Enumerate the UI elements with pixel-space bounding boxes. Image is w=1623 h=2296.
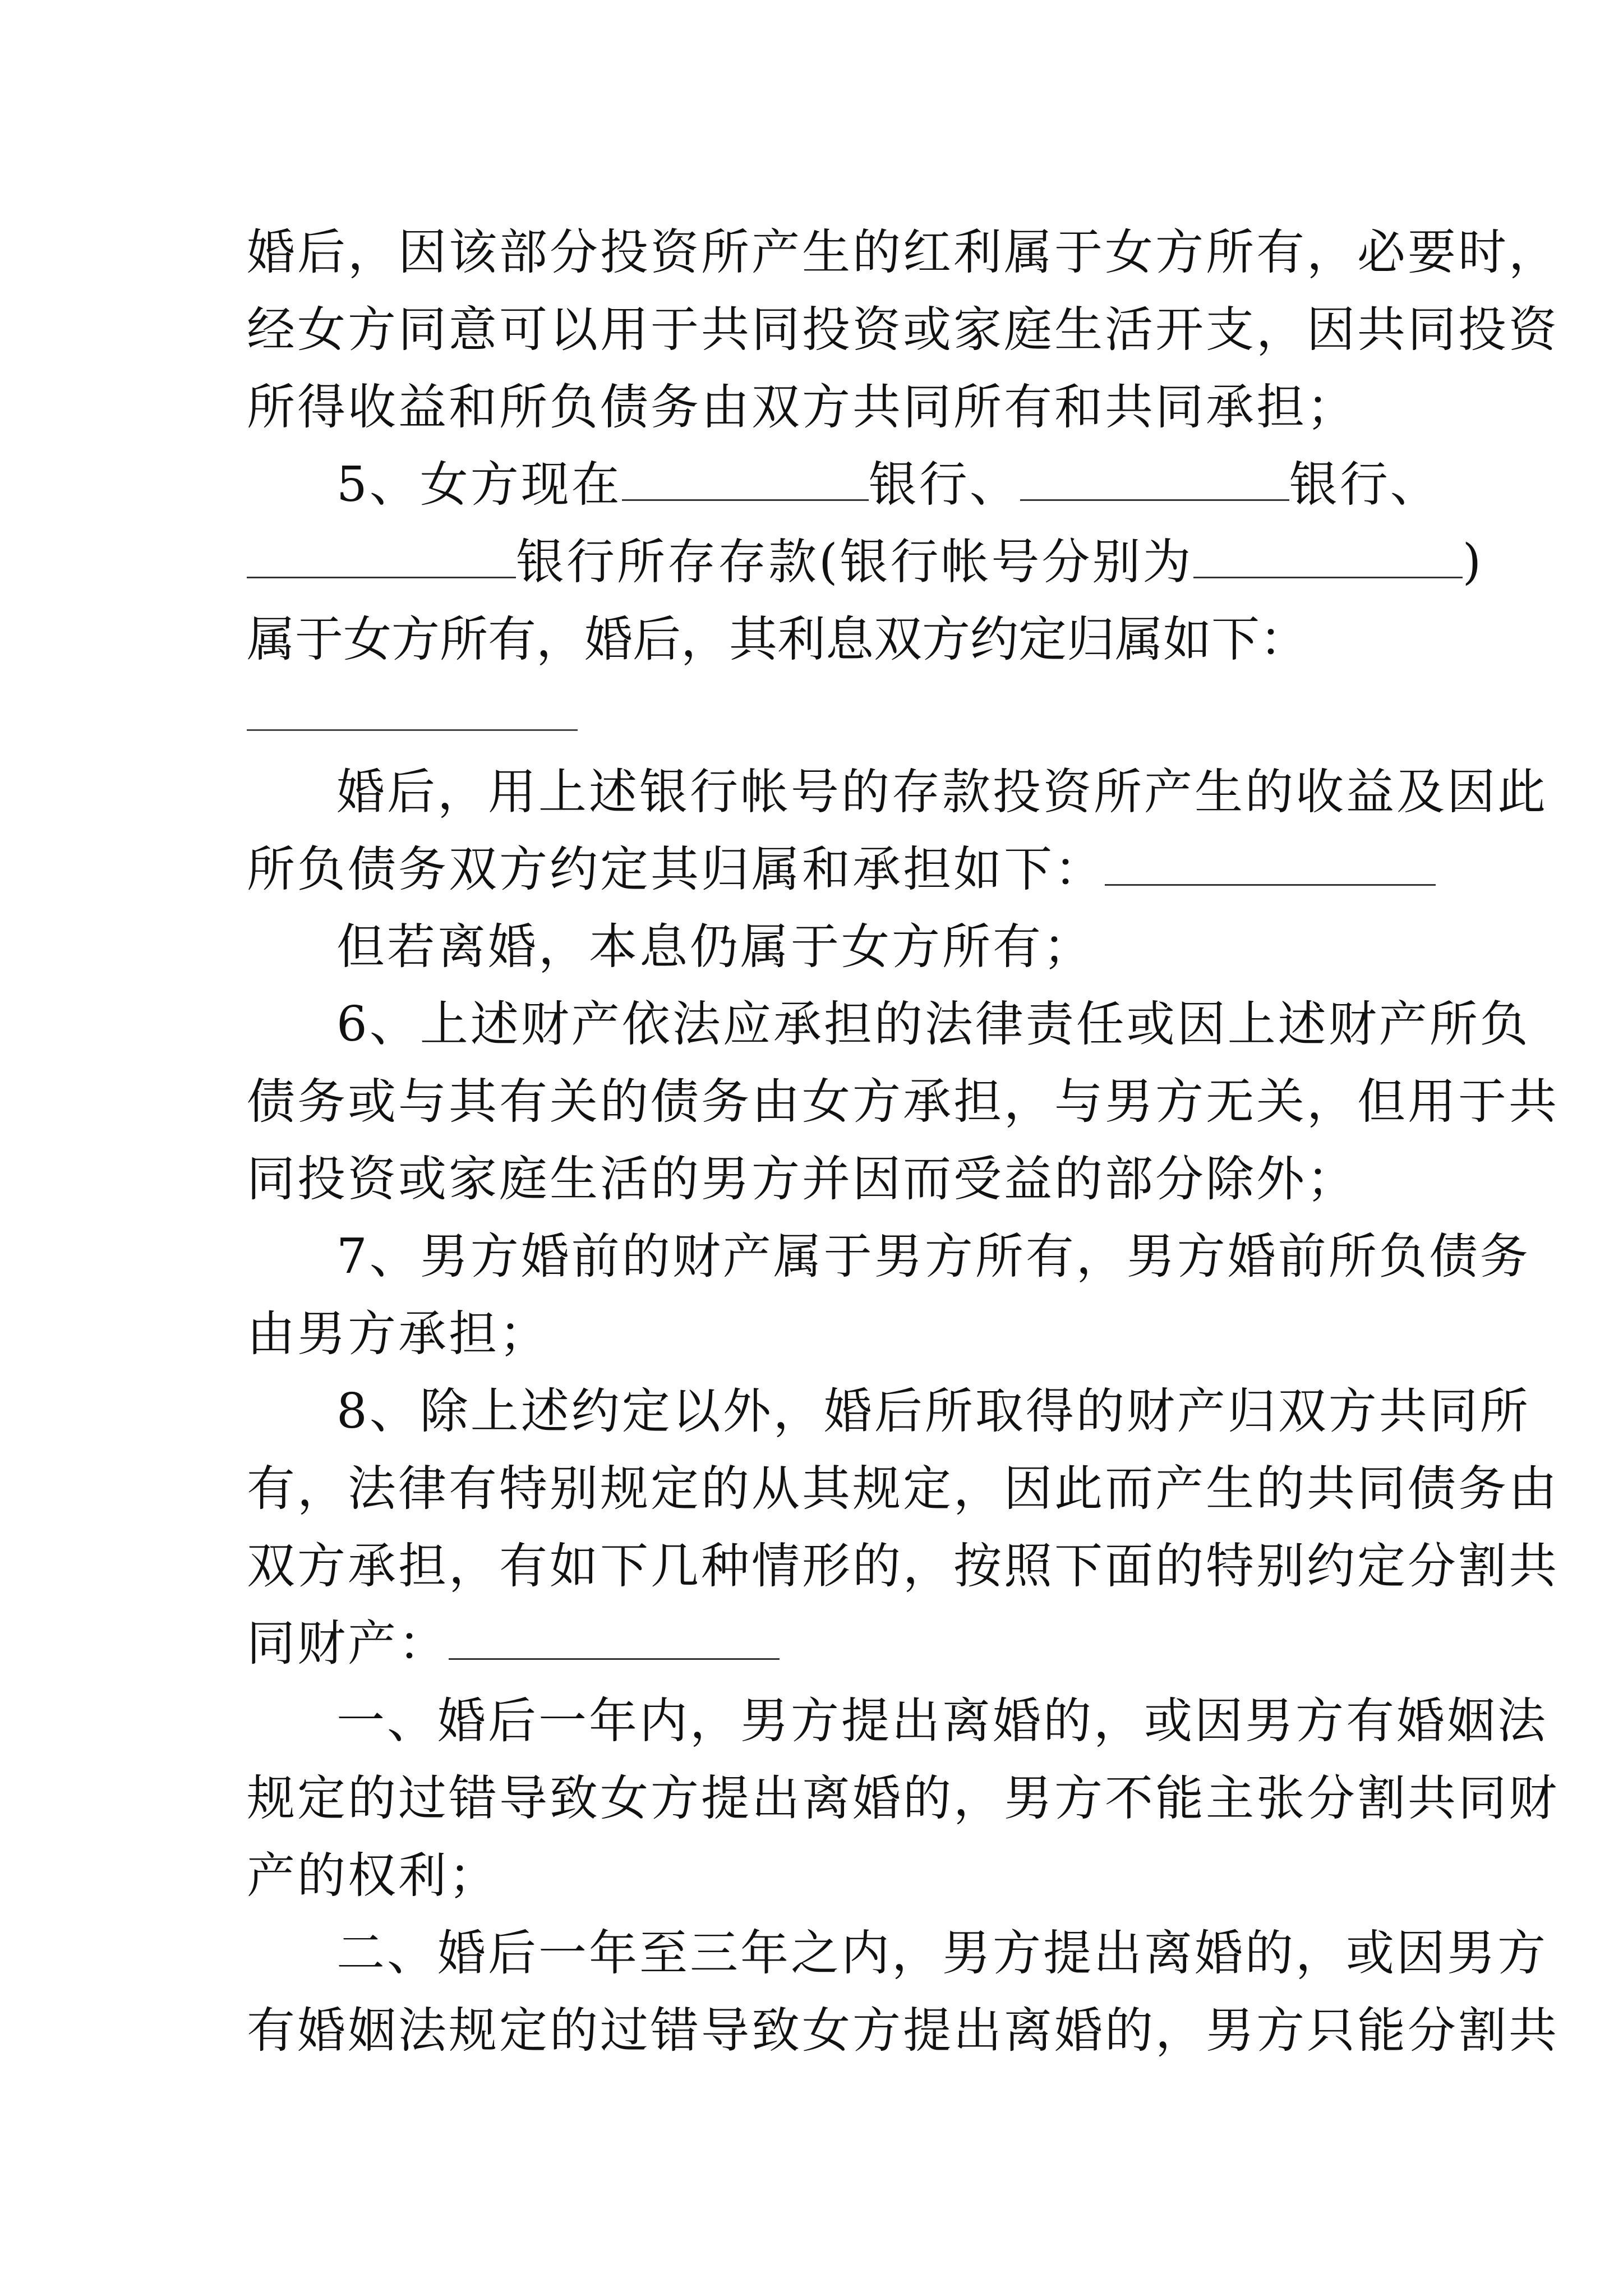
paragraph-line: 属于女方所有，婚后，其利息双方约定归属如下： [247, 611, 1308, 668]
paragraph-line: 婚后，用上述银行帐号的存款投资所产生的收益及因此 [336, 764, 1548, 820]
paragraph-line: 所负债务双方约定其归属和承担如下： [247, 841, 1105, 898]
paragraph-line: 双方承担，有如下几种情形的，按照下面的特别约定分割共 [247, 1538, 1559, 1594]
bank-text: 银行、 [1289, 457, 1441, 513]
fill-in-blank [622, 459, 869, 501]
paragraph-line: 由男方承担； [247, 1306, 550, 1362]
paragraph-line: 同财产： [247, 1616, 449, 1672]
deposit-text: 银行所存存款(银行帐号分别为 [516, 534, 1193, 590]
paragraph-line: 有，法律有特别规定的从其规定，因此而产生的共同债务由 [247, 1461, 1559, 1517]
paragraph-line: 所得收益和所负债务由双方共同所有和共同承担； [247, 379, 1357, 435]
fill-in-blank [247, 536, 516, 578]
fill-in-blank [449, 1618, 780, 1660]
clause-5-line-3 [247, 609, 1391, 670]
bank-text: 银行、 [868, 457, 1020, 513]
paragraph-line: 但若离婚，本息仍属于女方所有； [336, 919, 1094, 975]
fill-in-blank [1105, 844, 1436, 886]
paragraph-line: 二、婚后一年至三年之内，男方提出离婚的，或因男方 [336, 1925, 1548, 1981]
paragraph-line: 同投资或家庭生活的男方并因而受益的部分除外； [247, 1151, 1357, 1207]
paragraph-line: 一、婚后一年内，男方提出离婚的，或因男方有婚姻法 [336, 1693, 1548, 1749]
fill-in-blank [1020, 459, 1289, 501]
clause-5-text: 5、女方现在 [336, 457, 622, 513]
clause-5-line-1 [336, 454, 1481, 516]
clause-5-line-2 [247, 531, 1484, 593]
paragraph-line: 有婚姻法规定的过错导致女方提出离婚的，男方只能分割共 [247, 2003, 1559, 2059]
clause-8-line-4 [247, 1613, 1391, 1674]
paragraph-line: 债务或与其有关的债务由女方承担，与男方无关，但用于共 [247, 1074, 1559, 1130]
paragraph-line: 7、男方婚前的财产属于男方所有，男方婚前所负债务 [336, 1228, 1530, 1285]
clause-5-line-4 [247, 839, 1391, 900]
paragraph-line: 规定的过错导致女方提出离婚的，男方不能主张分割共同财 [247, 1770, 1559, 1826]
fill-in-blank [1193, 536, 1463, 578]
paragraph-line: 婚后，因该部分投资所产生的红利属于女方所有，必要时， [247, 224, 1559, 280]
paragraph-line: 经女方同意可以用于共同投资或家庭生活开支，因共同投资 [247, 302, 1559, 358]
paragraph-line: 8、除上述约定以外，婚后所取得的财产归双方共同所 [336, 1383, 1530, 1439]
paragraph-line: 产的权利； [247, 1848, 499, 1904]
closing-paren: ) [1462, 534, 1484, 590]
paragraph-line: 6、上述财产依法应承担的法律责任或因上述财产所负 [336, 996, 1530, 1052]
fill-in-blank [247, 729, 578, 731]
